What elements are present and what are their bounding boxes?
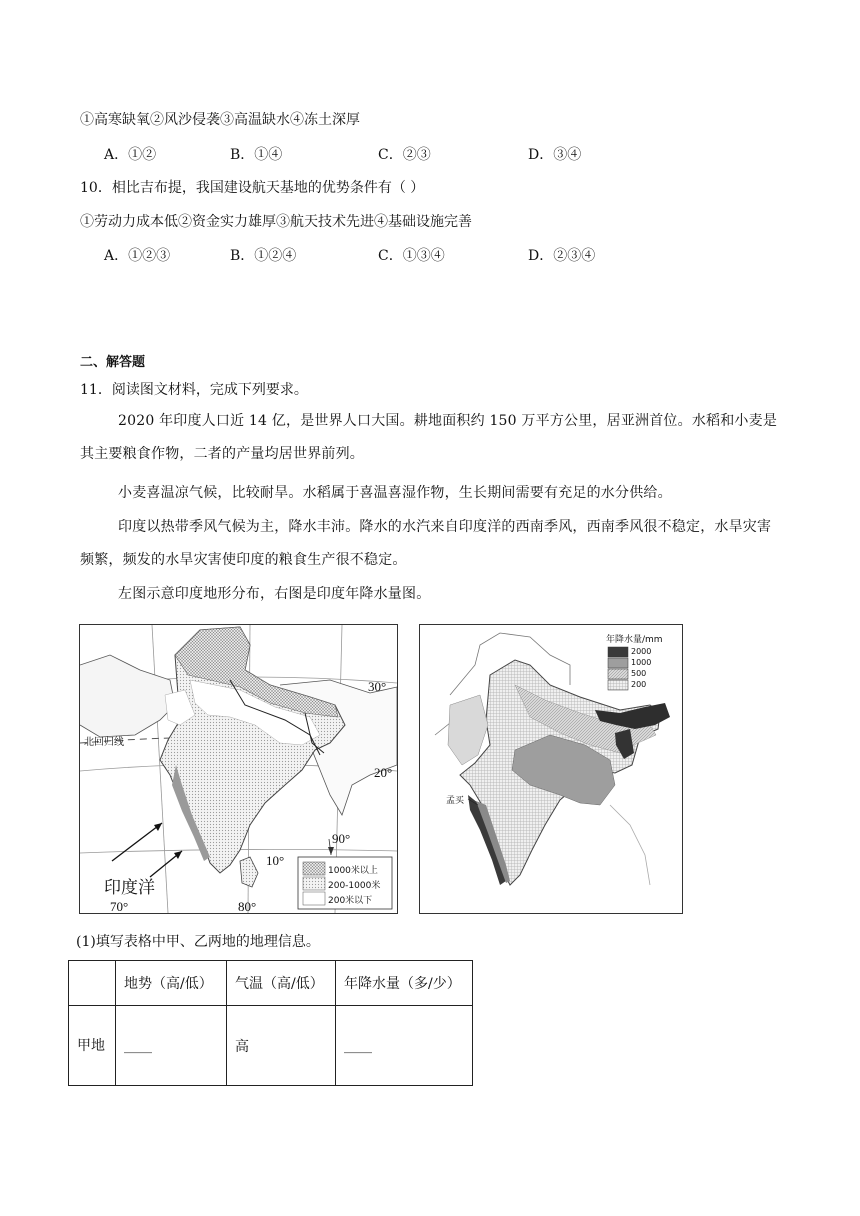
section-title: 二、解答题	[80, 355, 146, 370]
material-paragraph-3	[80, 511, 780, 577]
material-text-3: 印度以热带季风气候为主，降水丰沛。降水的水汽来自印度洋的西南季风，西南季风很不稳定，水旱灾害频繁，频发的水旱灾害使印度的粮食生产很不稳定。	[80, 519, 772, 568]
q10-option-c: C．①③④	[378, 248, 445, 264]
table-row-label: 甲地	[69, 1006, 116, 1086]
q10-stem: 10．相比吉布提，我国建设航天基地的优势条件有（ ）	[80, 180, 425, 196]
q10-option-b: B．①②④	[230, 248, 297, 264]
material-text-2: 小麦喜温凉气候，比较耐旱。水稻属于喜温喜湿作物，生长期间需要有充足的水分供给。	[118, 485, 672, 501]
lat-20-label: 20°	[374, 765, 393, 780]
lon-70-label: 70°	[110, 899, 129, 914]
lon-80-label: 80°	[238, 899, 257, 914]
material-paragraph-2	[80, 477, 780, 510]
q9-option-c: C．②③	[378, 147, 431, 163]
precip-legend-2000: 2000	[631, 647, 652, 656]
table-header-row	[69, 961, 473, 1006]
precipitation-map	[419, 624, 683, 914]
material-paragraph-4	[80, 578, 780, 611]
tropic-label: 北回归线	[84, 737, 124, 748]
q10-option-d: D．②③④	[528, 248, 596, 264]
q9-option-b: B．①④	[230, 147, 283, 163]
sub-question-1: (1)填写表格中甲、乙两地的地理信息。	[76, 934, 320, 950]
q9-option-a: A．①②	[104, 147, 157, 163]
table-cell: ____	[336, 1006, 473, 1086]
table-header-cell	[69, 961, 116, 1006]
lat-10-label: 10°	[266, 853, 285, 868]
legend-mid: 200-1000米	[328, 881, 381, 891]
q9-choices-line: ①高寒缺氧②风沙侵袭③高温缺水④冻土深厚	[80, 112, 360, 128]
material-text-4: 左图示意印度地形分布，右图是印度年降水量图。	[118, 586, 431, 602]
ocean-label: 印度洋	[104, 878, 155, 898]
table-header-cell: 地势（高/低）	[116, 961, 227, 1006]
table-header-cell: 年降水量（多/少）	[336, 961, 473, 1006]
q11-stem: 11．阅读图文材料，完成下列要求。	[80, 382, 308, 398]
lat-30-label: 30°	[368, 679, 387, 694]
lon-90-label: 90°	[332, 831, 351, 846]
precip-legend-200: 200	[631, 680, 647, 689]
precip-legend-title: 年降水量/mm	[606, 635, 663, 645]
mumbai-label: 孟买	[446, 796, 465, 806]
table-row	[69, 1006, 473, 1086]
q10-choices-line: ①劳动力成本低②资金实力雄厚③航天技术先进④基础设施完善	[80, 214, 472, 230]
legend-high: 1000米以上	[328, 866, 378, 876]
terrain-map	[79, 624, 398, 914]
material-paragraph-1	[80, 405, 780, 471]
legend-low: 200米以下	[328, 896, 373, 906]
q10-option-a: A．①②③	[104, 248, 171, 264]
material-text-1: 2020 年印度人口近 14 亿，是世界人口大国。耕地面积约 150 万平方公里，居亚洲首位。水稻和小麦是其主要粮食作物，二者的产量均居世界前列。	[80, 413, 778, 462]
table-cell: 高	[227, 1006, 336, 1086]
precip-legend-500: 500	[631, 669, 647, 678]
table-header-cell: 气温（高/低）	[227, 961, 336, 1006]
table-cell: ____	[116, 1006, 227, 1086]
info-table	[68, 960, 473, 1086]
q9-option-d: D．③④	[528, 147, 582, 163]
precip-legend-1000: 1000	[631, 658, 652, 667]
